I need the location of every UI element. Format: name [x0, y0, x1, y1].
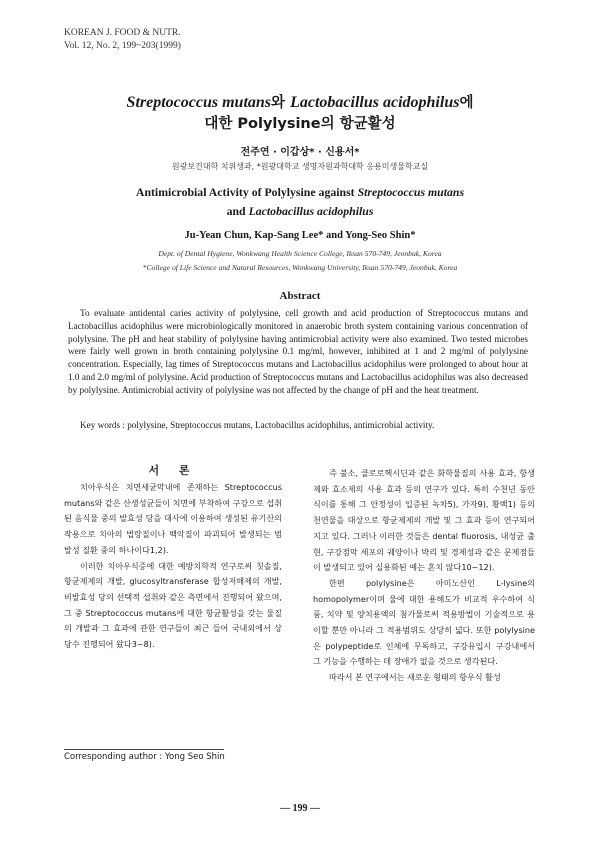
right-paragraph-2: 한편 polylysine은 아미노산인 L-lysine의 homopolymer이며 물에 대한 용해도가 비교적 우수하여 식품, 치약 및 양치용액의 첨가물로써 적용방법이 기술적으로 용이할 뿐만 아니라 그 적용범위도 상당히 넓다. 또한 polylysine은 polypeptide로 인체에 무독하고, 구강유입시 구강내에서 그 기능을 수행하는 데 장애가 없을 것으로 생각된다. [313, 577, 535, 667]
authors-korean: 전주연 · 이갑상* · 신용서* [240, 147, 360, 158]
section-heading-intro: 서 론 [148, 464, 198, 477]
right-paragraph-1: 즉 불소, 클로로헥시딘과 같은 화학물질의 사용 효과, 항생제와 효소제의 사용 효과 등의 연구가 있다. 특히 수천년 동안 식이를 통해 그 안정성이 입증된 녹차5), 가자9), 황백1) 등의 천연물을 대상으로 항균제제의 개발 및 그 효과 등이 연구되어지고 있다. 그러나 이러한 것들은 dental fluorosis, 내성균 출현, 구강점막 세포의 궤양이나 박리 및 경제성과 같은 문제점들이 발생되고 있어 실용화된 예는 흔치 않다10~12). [313, 468, 535, 573]
right-column [313, 466, 535, 686]
affiliation-english [0, 247, 600, 275]
title-en-species1: Streptococcus mutans [357, 185, 465, 199]
journal-header [64, 27, 181, 53]
title-species-2: Lactobacillus acidophilus [290, 94, 460, 111]
keywords: Key words : polylysine, Streptococcus mutans, Lactobacillus acidophilus, antimicrobial activity. [80, 420, 435, 430]
journal-volume: Vol. 12, No. 2, 199~203(1999) [64, 41, 181, 51]
corresponding-author: Corresponding author : Yong Seo Shin [64, 752, 225, 762]
page-number: — 199 — [280, 803, 320, 814]
title-suffix: 에 [459, 95, 474, 111]
left-column [64, 480, 282, 653]
abstract-heading: Abstract [279, 290, 321, 302]
authors-english: Ju-Yean Chun, Kap-Sang Lee* and Yong-Seo Shin* [184, 230, 416, 241]
title-en-species2: Lactobacillus acidophilus [248, 204, 374, 218]
title-korean [0, 92, 600, 135]
right-paragraph-3: 따라서 본 연구에서는 새로운 형태의 항우식 활성 [329, 672, 501, 683]
affiliation-korean: 원광보건대학 치위생과, *원광대학교 생명자원과학대학 응용미생물학교실 [171, 162, 429, 171]
abstract-body: To evaluate antidental caries activity of polylysine, cell growth and acid production of Streptococcus mutans and Lactobacillus acidophilus were microbiologically monitored in anaerobic broth system containing various concentration of polylysine. The pH and heat stability of polylysine having antimicrobial activity were also examined. Two tested microbes were fairly well grown in broth containing polylysine 0.1 mg/ml, however, inhibited at 1 and 2 mg/ml of polylysine concentration. Especially, lag times of Streptococcus mutans and Lactobacillus acidophilus were prolonged to about hour at 1.0 and 2.0 mg/ml of polylysine. Acid production of Streptococcus mutans and Lactobacillus acidophilus was also decreased by polylysine. Antimicrobial activity of polylysine was not affected by the change of pH and the heat treatment. [68, 308, 528, 395]
left-paragraph-1: 치아우식은 치면세균막내에 존재하는 Streptococcus mutans와 같은 산생성균들이 치면에 부착하여 구강으로 섭취된 음식물 중의 발효성 당을 대사에 이용하여 생성된 유기산의 작용으로 치아의 법랑질이나 백악질이 파괴되어 발생되는 범발성 질환 중의 하나이다1,2). [64, 482, 282, 555]
title-en-part1: Antimicrobial Activity of Polylysine against [135, 185, 355, 199]
affiliation-en-1: Dept. of Dental Hygiene, Wonkwang Health Science College, Iksan 570-749, Jeonbuk, Korea [158, 249, 442, 258]
title-species-1: Streptococcus mutans [126, 94, 272, 111]
title-conj: 와 [271, 95, 286, 111]
journal-name: KOREAN J. FOOD & NUTR. [64, 28, 181, 38]
title-kr-line2: 대한 Polylysine의 항균활성 [204, 116, 396, 132]
title-english [0, 183, 600, 221]
title-en-and: and [226, 204, 246, 218]
affiliation-en-2: *College of Life Science and Natural Resources, Wonkwang University, Iksan 570-749, Jeonbuk, Korea [142, 263, 458, 272]
left-paragraph-2: 이러한 치아우식증에 대한 예방치학적 연구로써 칫솔질, 항균제제의 개발, glucosyltransferase 합성저해제의 개발, 비발효성 당의 선택적 섭취와 같은 측면에서 진행되어 왔으며, 그 중 Streptococcus mutans에 대한 항균활성을 갖는 물질의 개발과 그 효과에 관한 연구들이 최근 들어 국내외에서 상당수 진행되어 왔다3~8). [64, 560, 282, 650]
footnote-rule [64, 749, 224, 750]
